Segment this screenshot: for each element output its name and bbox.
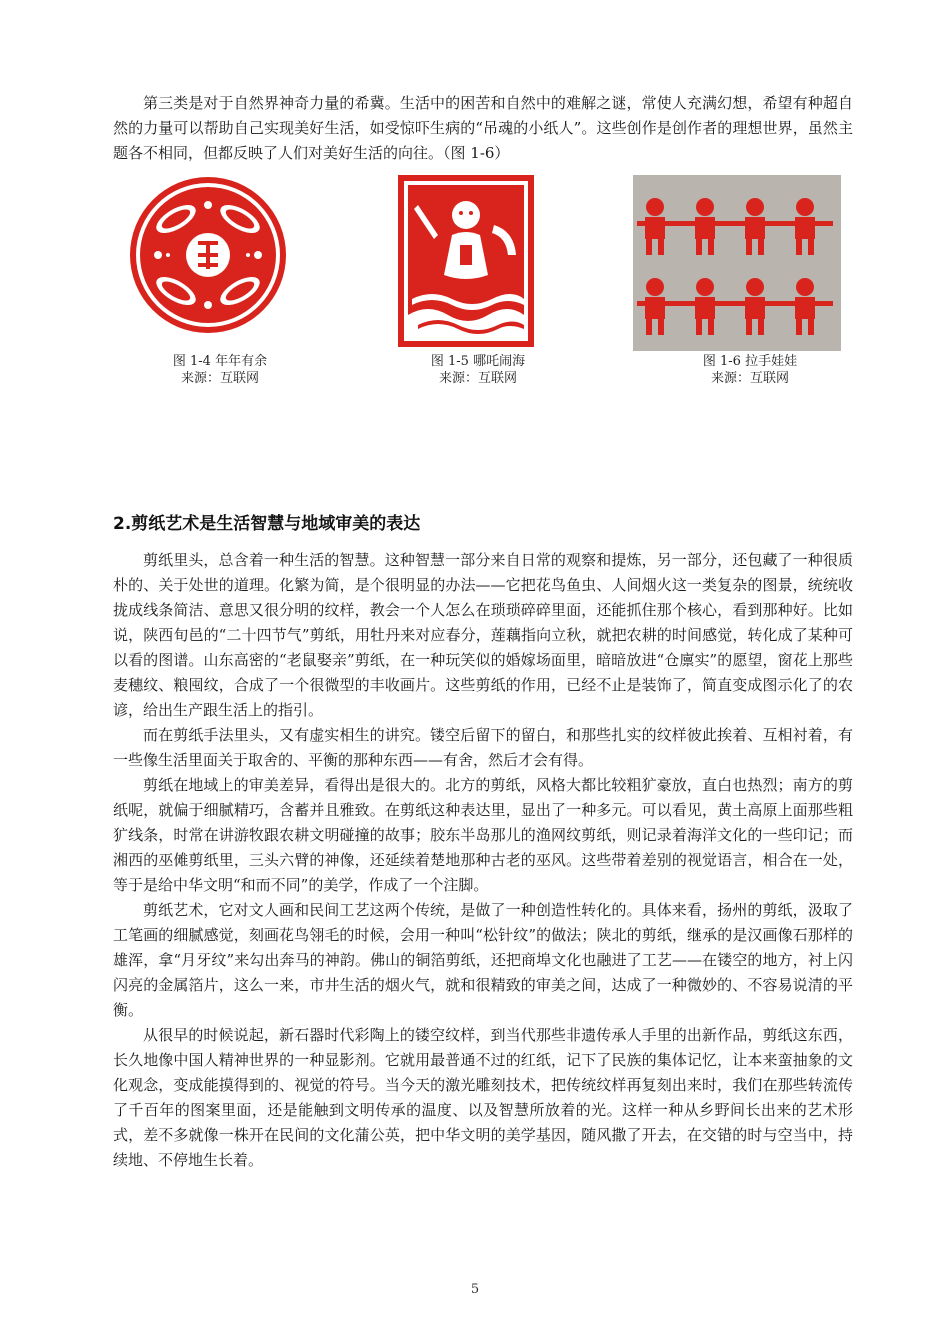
nezha-papercut-image xyxy=(398,175,534,347)
caption-title: 图 1-6 拉手娃娃 xyxy=(702,354,798,369)
caption-source: 来源：互联网 xyxy=(710,371,789,386)
caption-source: 来源：互联网 xyxy=(438,371,517,386)
paragraph-life-wisdom: 剪纸里头，总含着一种生活的智慧。这种智慧一部分来自日常的观察和提炼，另一部分，还包藏了一种很质朴的、关于处世的道理。化繁为简，是个很明显的办法——它把花鸟鱼虫、人间烟火这一类复杂的图景，统统收拢成线条简洁、意思又很分明的纹样，教会一个人怎么在琐琐碎碎里面，还能抓住那个核心，看到那种好。比如说，陕西旬邑的“二十四节气”剪纸，用牡丹来对应春分，莲藕指向立秋，就把农耕的时间感觉，转化成了某种可以看的图谱。山东高密的“老鼠娶亲”剪纸，在一种玩笑似的婚嫁场面里，暗暗放进“仓廪实”的愿望，窗花上那些麦穗纹、粮囤纹，合成了一个很微型的丰收画片。这些剪纸的作用，已经不止是装饰了，简直变成图示化了的农谚，给出生产跟生活上的指引。 xyxy=(113,551,853,719)
section-body xyxy=(113,548,853,1173)
paragraph-heritage: 从很早的时候说起，新石器时代彩陶上的镂空纹样，到当代那些非遗传承人手里的出新作品，剪纸这东西，长久地像中国人精神世界的一种显影剂。它就用最普通不过的红纸，记下了民族的集体记忆，让本来蛮抽象的文化观念，变成能摸得到的、视觉的符号。当今天的激光雕刻技术，把传统纹样再复刻出来时，我们在那些转流传了千百年的图案里面，还是能触到文明传承的温度、以及智慧所放着的光。这样一种从乡野间长出来的艺术形式，差不多就像一株开在民间的文化蒲公英，把中华文明的美学基因，随风撒了开去，在交错的时与空当中，持续地、不停地生长着。 xyxy=(113,1026,853,1169)
paragraph-creative-transformation: 剪纸艺术，它对文人画和民间工艺这两个传统，是做了一种创造性转化的。具体来看，扬州的剪纸，汲取了工笔画的细腻感觉，刻画花鸟翎毛的时候，会用一种叫“松针纹”的做法；陕北的剪纸，继承的是汉画像石那样的雄浑，拿“月牙纹”来勾出奔马的神韵。佛山的铜箔剪纸，还把商埠文化也融进了工艺——在镂空的地方，衬上闪闪亮的金属箔片，这么一来，市井生活的烟火气，就和很精致的审美之间，达成了一种微妙的、不容易说清的平衡。 xyxy=(113,901,853,1019)
doll-papercut-image xyxy=(633,175,841,351)
fish-papercut-image xyxy=(128,175,288,335)
caption-source: 来源：互联网 xyxy=(180,371,259,386)
figure-1-4-caption xyxy=(110,353,330,387)
section-heading: 2.剪纸艺术是生活智慧与地域审美的表达 xyxy=(113,514,421,534)
figure-1-4 xyxy=(128,175,288,335)
caption-title: 图 1-4 年年有余 xyxy=(172,354,268,369)
paragraph-third-category: 第三类是对于自然界神奇力量的希冀。生活中的困苦和自然中的难解之谜，常使人充满幻想，希望有种超自然的力量可以帮助自己实现美好生活，如受惊吓生病的“吊魂的小纸人”。这些创作是创作者的理想世界，虽然主题各不相同，但都反映了人们对美好生活的向往。（图 1-6） xyxy=(113,94,853,162)
figure-1-6-caption xyxy=(640,353,860,387)
figure-1-6 xyxy=(633,175,841,351)
figure-1-5 xyxy=(398,175,534,347)
paragraph-regional-aesthetics: 剪纸在地域上的审美差异，看得出是很大的。北方的剪纸，风格大都比较粗犷豪放，直白也热烈；南方的剪纸呢，就偏于细腻精巧，含蓄并且雅致。在剪纸这种表达里，显出了一种多元。可以看见，黄土高原上面那些粗犷线条，时常在讲游牧跟农耕文明碰撞的故事；胶东半岛那儿的渔网纹剪纸，则记录着海洋文化的一些印记；而湘西的巫傩剪纸里，三头六臂的神像，还延续着楚地那种古老的巫风。这些带着差别的视觉语言，相合在一处，等于是给中华文明“和而不同”的美学，作成了一个注脚。 xyxy=(113,776,853,894)
page-number: 5 xyxy=(470,1282,480,1297)
paragraph-void-solid: 而在剪纸手法里头，又有虚实相生的讲究。镂空后留下的留白，和那些扎实的纹样彼此挨着、互相衬着，有一些像生活里面关于取舍的、平衡的那种东西——有舍，然后才会有得。 xyxy=(113,726,853,769)
figure-1-5-caption xyxy=(368,353,588,387)
caption-title: 图 1-5 哪吒闹海 xyxy=(430,354,526,369)
